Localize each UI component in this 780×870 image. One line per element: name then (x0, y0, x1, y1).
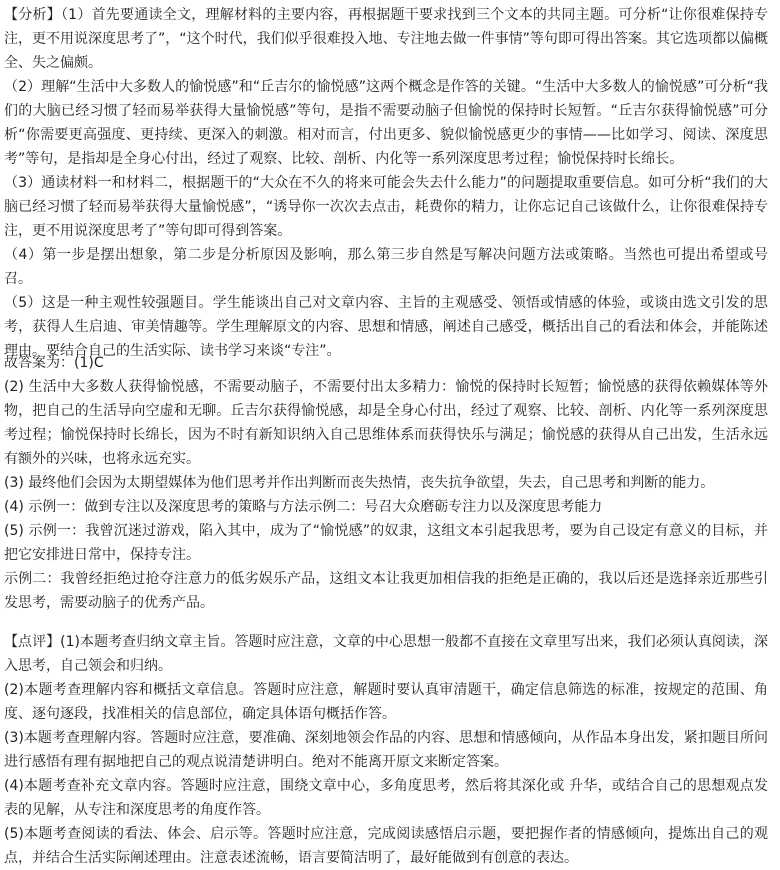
analysis-paragraph-4: （4）第一步是摆出想象，第二步是分析原因及影响，那么第三步自然是写解决问题方法或策略。当然也可提出希望或号召。 (4, 247, 768, 287)
comment-paragraph-4: (4)本题考查补充文章内容。答题时应注意，围绕文章中心，多角度思考，然后将其深化或 升华，或结合自己的思想观点发表的见解，从专注和深度思考的角度作答。 (4, 778, 768, 818)
comment-paragraph-5: (5)本题考查阅读的看法、体会、启示等。答题时应注意，完成阅读感悟启示题，要把握作者的情感倾向，提炼出自己的观点，并结合生活实际阐述理由。注意表述流畅，语言要简洁明了，最好能做到有创意的表达。 (4, 826, 768, 866)
comment-section (0, 630, 772, 870)
analysis-paragraph-2: （2）理解“生活中大多数人的愉悦感”和“丘吉尔的愉悦感”这两个概念是作答的关键。“生活中大多数人的愉悦感”可分析“我们的大脑已经习惯了轻而易举获得大量愉悦感”等句，是指不需要动脑子但愉悦的保持时长短暂。“丘吉尔获得愉悦感”可分析“你需要更高强度、更持续、更深入的刺激。相对而言，付出更多、貌似愉悦感更少的事情——比如学习、阅读、深度思考”等句，是指却是全身心付出，经过了观察、比较、剖析、内化等一系列深度思考过程；愉悦保持时长绵长。 (4, 79, 768, 167)
analysis-section (0, 3, 772, 363)
answer-paragraph-4: (4) 示例一：做到专注以及深度思考的策略与方法示例二：号召大众磨砺专注力以及深度思考能力 (4, 499, 603, 515)
comment-paragraph-3: (3)本题考查理解内容。答题时应注意，要准确、深刻地领会作品的内容、思想和情感倾向，从作品本身出发，紧扣题目所问进行感悟有理有据地把自己的观点说清楚讲明白。绝对不能离开原文来断定答案。 (4, 730, 768, 770)
answer-paragraph-5: (5) 示例一：我曾沉迷过游戏，陷入其中，成为了“愉悦感”的奴隶，这组文本引起我思考，要为自己设定有意义的目标，并把它安排进日常中，保持专注。 (4, 523, 768, 563)
answer-paragraph-3: (3) 最终他们会因为太期望媒体为他们思考并作出判断而丧失热情，丧失抗争欲望，失去，自己思考和判断的能力。 (4, 475, 715, 491)
answer-paragraph-1: 故答案为：(1)C (4, 355, 104, 371)
analysis-paragraph-5: （5）这是一种主观性较强题目。学生能谈出自己对文章内容、主旨的主观感受、领悟或情感的体验，或谈由选文引发的思考，获得人生启迪、审美情趣等。学生理解原文的内容、思想和情感，阐述自己感受，概括出自己的看法和体会，并能陈述理由。要结合自己的生活实际、读书学习来谈“专注”。 (4, 295, 768, 359)
answer-paragraph-6: 示例二：我曾经拒绝过抢夺注意力的低劣娱乐产品，这组文本让我更加相信我的拒绝是正确的，我以后还是选择亲近那些引发思考，需要动脑子的优秀产品。 (4, 571, 768, 611)
comment-paragraph-2: (2)本题考查理解内容和概括文章信息。答题时应注意，解题时要认真审清题干，确定信息筛选的标准，按规定的范围、角度、逐句逐段，找准相关的信息部位，确定具体语句概括作答。 (4, 682, 768, 722)
analysis-paragraph-3: （3）通读材料一和材料二，根据题干的“大众在不久的将来可能会失去什么能力”的问题提取重要信息。如可分析“我们的大脑已经习惯了轻而易举获得大量愉悦感”，“诱导你一次次去点击，耗费你的精力，让你忘记自己该做什么，让你很难保持专注，更不用说深度思考了”等句即可得到答案。 (4, 175, 768, 239)
answer-section (0, 351, 772, 615)
comment-paragraph-1: 【点评】(1)本题考查归纳文章主旨。答题时应注意，文章的中心思想一般都不直接在文章里写出来，我们必须认真阅读，深入思考，自己领会和归纳。 (4, 634, 768, 674)
analysis-paragraph-1: 【分析】（1）首先要通读全文，理解材料的主要内容，再根据题干要求找到三个文本的共同主题。可分析“让你很难保持专注，更不用说深度思考了”，“这个时代，我们似乎很难投入地、专注地去做一件事情”等句即可得出答案。其它选项都以偏概全、失之偏颇。 (4, 7, 768, 71)
answer-paragraph-2: (2) 生活中大多数人获得愉悦感，不需要动脑子，不需要付出太多精力：愉悦的保持时长短暂；愉悦感的获得依赖媒体等外物，把自己的生活导向空虚和无聊。丘吉尔获得愉悦感，却是全身心付出，经过了观察、比较、剖析、内化等一系列深度思考过程；愉悦保持时长绵长，因为不时有新知识纳入自己思维体系而获得快乐与满足；愉悦感的获得从自己出发，生活永远有额外的兴味，也将永远充实。 (4, 379, 768, 467)
